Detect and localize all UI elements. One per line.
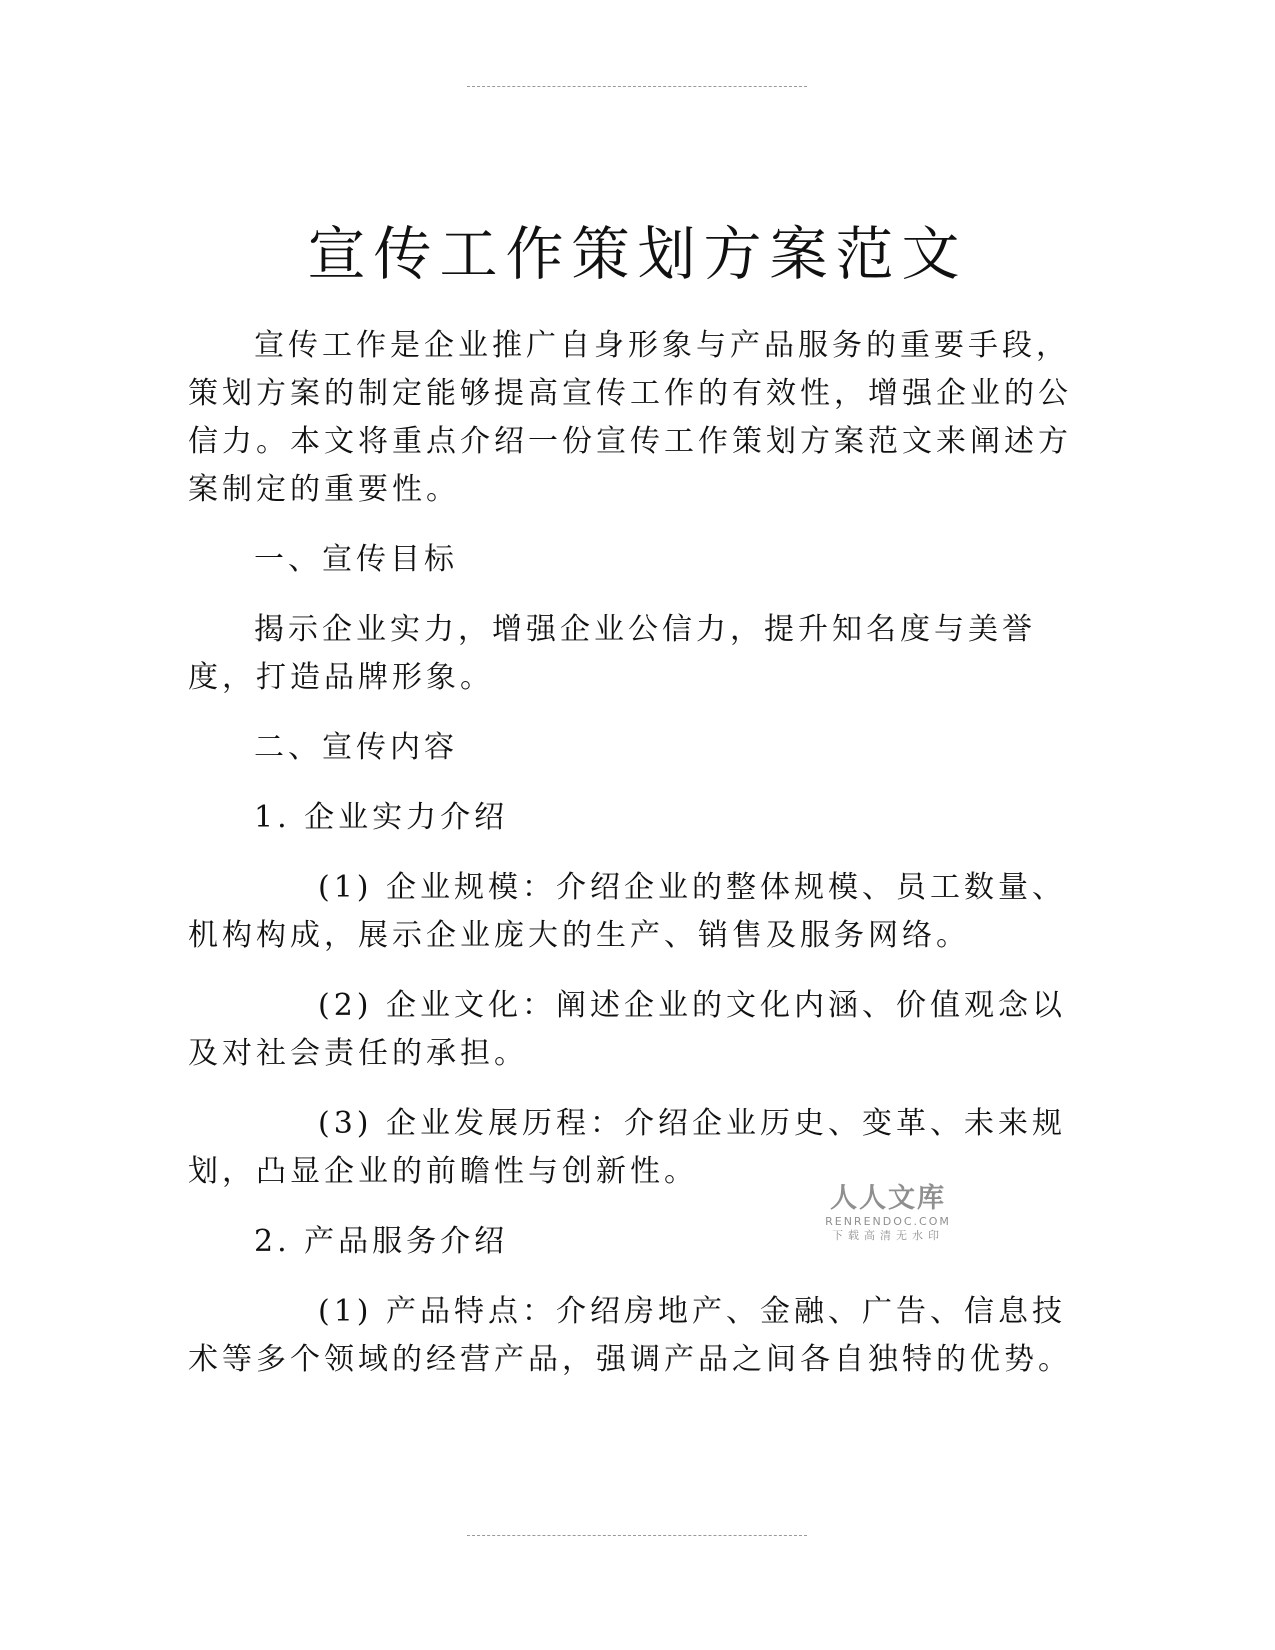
item-company-history: (3) 企业发展历程：介绍企业历史、变革、未来规划，凸显企业的前瞻性与创新性。: [188, 1106, 1067, 1189]
watermark-tagline: 下载高清无水印: [832, 1229, 944, 1242]
document-title: 宣传工作策划方案范文: [307, 220, 968, 288]
item-company-scale: (1) 企业规模：介绍企业的整体规模、员工数量、机构构成，展示企业庞大的生产、销售及服务网络。: [188, 870, 1067, 953]
subheading-product-service: 2. 产品服务介绍: [254, 1224, 509, 1259]
watermark-url: RENRENDOC.COM: [825, 1215, 951, 1228]
header-divider: [467, 86, 807, 87]
footer-divider: [467, 1535, 807, 1536]
item-product-features: (1) 产品特点：介绍房地产、金融、广告、信息技术等多个领域的经营产品，强调产品之间各自独特的优势。: [188, 1294, 1072, 1377]
watermark-name: 人人文库: [830, 1183, 946, 1214]
section-heading-content: 二、宣传内容: [254, 730, 458, 765]
goal-paragraph: 揭示企业实力，增强企业公信力，提升知名度与美誉度，打造品牌形象。: [188, 612, 1036, 695]
item-company-culture: (2) 企业文化：阐述企业的文化内涵、价值观念以及对社会责任的承担。: [188, 988, 1067, 1071]
watermark-logo: [818, 1183, 958, 1243]
subheading-company-strength: 1. 企业实力介绍: [254, 800, 509, 835]
section-heading-goal: 一、宣传目标: [254, 542, 458, 577]
intro-paragraph: 宣传工作是企业推广自身形象与产品服务的重要手段，策划方案的制定能够提高宣传工作的有效性，增强企业的公信力。本文将重点介绍一份宣传工作策划方案范文来阐述方案制定的重要性。: [188, 328, 1072, 507]
